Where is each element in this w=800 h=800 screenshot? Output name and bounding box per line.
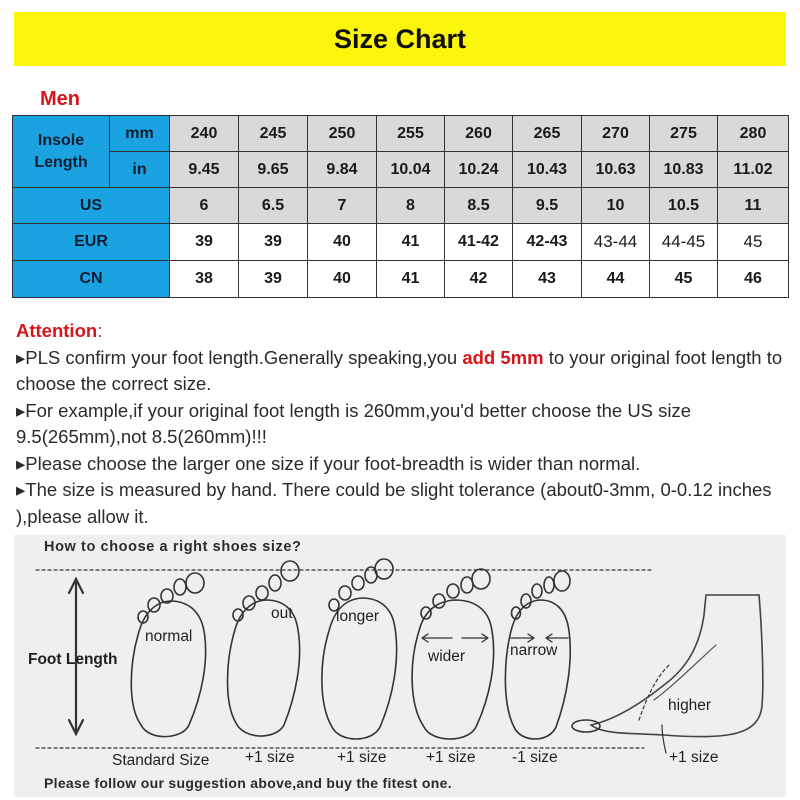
size-plus1-out: +1 size <box>245 749 295 766</box>
size-plus1-wider: +1 size <box>426 749 476 766</box>
page-title: Size Chart <box>333 23 467 54</box>
size-plus1-higher: +1 size <box>669 749 719 766</box>
table-cell: 43-44 <box>582 224 650 261</box>
table-cell: 240 <box>170 116 239 152</box>
table-cell: 9.45 <box>170 152 239 188</box>
foot-higher-icon <box>572 595 763 753</box>
bullet-arrow-icon: ▸ <box>16 479 26 500</box>
table-cell: 40 <box>308 261 377 298</box>
table-cell: 260 <box>445 116 513 152</box>
insole-length-label: Insole Length <box>34 131 88 171</box>
table-cell: 9.65 <box>239 152 308 188</box>
table-cell: 10.63 <box>582 152 650 188</box>
unit-mm-header: mm <box>110 116 170 152</box>
size-standard: Standard Size <box>112 752 210 769</box>
table-row-us <box>13 188 789 224</box>
table-cell: 265 <box>513 116 582 152</box>
table-row-cn <box>13 261 789 298</box>
table-cell: 44 <box>582 261 650 298</box>
table-cell: 38 <box>170 261 239 298</box>
table-cell: 10.5 <box>650 188 718 224</box>
foot-length-label: Foot Length <box>28 651 118 668</box>
table-cell: 41-42 <box>445 224 513 261</box>
attention-item-1 <box>16 345 788 398</box>
table-cell: 42 <box>445 261 513 298</box>
table-cell: 41 <box>377 261 445 298</box>
table-cell: 39 <box>239 224 308 261</box>
size-table <box>12 115 789 298</box>
table-cell: 42-43 <box>513 224 582 261</box>
label-higher: higher <box>668 697 712 714</box>
table-cell: 9.5 <box>513 188 582 224</box>
table-row-eur <box>13 224 789 261</box>
table-cell: 245 <box>239 116 308 152</box>
table-cell: 7 <box>308 188 377 224</box>
guide-title: How to choose a right shoes size? <box>44 539 302 555</box>
insole-length-header <box>13 116 110 188</box>
bullet-arrow-icon: ▸ <box>16 452 26 474</box>
label-out: out <box>271 605 293 622</box>
table-cell: 8 <box>377 188 445 224</box>
table-cell: 250 <box>308 116 377 152</box>
bullet-arrow-icon: ▸ <box>16 346 26 368</box>
table-cell: 10.83 <box>650 152 718 188</box>
table-cell: 46 <box>718 261 789 298</box>
table-cell: 11.02 <box>718 152 789 188</box>
attention-item-4 <box>16 477 788 530</box>
table-cell: 40 <box>308 224 377 261</box>
attention-colon: : <box>97 320 103 341</box>
table-cell: 39 <box>170 224 239 261</box>
foot-normal-icon <box>131 573 205 737</box>
label-longer: longer <box>336 608 380 625</box>
table-cell: 10.43 <box>513 152 582 188</box>
guide-footer: Please follow our suggestion above,and buy the fitest one. <box>44 775 452 791</box>
attention-line-3: Please choose the larger one size if your foot-breadth is wider than normal. <box>25 452 641 474</box>
attention-item-2 <box>16 398 788 451</box>
title-banner <box>14 12 786 66</box>
label-narrow: narrow <box>510 642 558 659</box>
table-cell: 39 <box>239 261 308 298</box>
table-cell: 6 <box>170 188 239 224</box>
attention-line-1a: PLS confirm your foot length.Generally speaking,you <box>25 346 463 368</box>
table-cell: 270 <box>582 116 650 152</box>
table-cell: 10 <box>582 188 650 224</box>
attention-line-1b: to your original foot length to choose the correct size. <box>16 346 783 394</box>
foot-out-icon <box>228 561 300 736</box>
table-cell: 280 <box>718 116 789 152</box>
size-minus1-narrow: -1 size <box>512 749 558 766</box>
section-label-men: Men <box>40 88 80 110</box>
attention-line-2: For example,if your original foot length is 260mm,you'd better choose the US size 9.5(265mm),not 8.5(260mm)!!! <box>16 399 692 447</box>
eur-header: EUR <box>13 224 170 261</box>
table-cell: 8.5 <box>445 188 513 224</box>
cn-header: CN <box>13 261 170 298</box>
size-guide-illustration <box>14 535 786 797</box>
attention-heading <box>16 318 788 345</box>
label-normal: normal <box>145 628 193 645</box>
table-cell: 45 <box>718 224 789 261</box>
table-cell: 6.5 <box>239 188 308 224</box>
attention-title: Attention <box>16 320 98 341</box>
table-cell: 10.04 <box>377 152 445 188</box>
bullet-arrow-icon: ▸ <box>16 399 26 421</box>
table-cell: 9.84 <box>308 152 377 188</box>
attention-section <box>16 318 788 530</box>
table-cell: 255 <box>377 116 445 152</box>
table-row-in <box>13 152 789 188</box>
table-cell: 44-45 <box>650 224 718 261</box>
table-cell: 10.24 <box>445 152 513 188</box>
table-cell: 43 <box>513 261 582 298</box>
attention-line-4: The size is measured by hand. There could be slight tolerance (about0-3mm, 0-0.12 inches ),please allow it. <box>16 479 772 527</box>
table-cell: 275 <box>650 116 718 152</box>
us-header: US <box>13 188 170 224</box>
table-row-mm <box>13 116 789 152</box>
foot-longer-icon <box>322 559 397 739</box>
table-cell: 45 <box>650 261 718 298</box>
label-wider: wider <box>428 648 466 665</box>
attention-item-3 <box>16 451 788 478</box>
attention-highlight: add 5mm <box>462 346 544 368</box>
table-cell: 41 <box>377 224 445 261</box>
table-cell: 11 <box>718 188 789 224</box>
unit-in-header: in <box>110 152 170 188</box>
size-plus1-longer: +1 size <box>337 749 387 766</box>
